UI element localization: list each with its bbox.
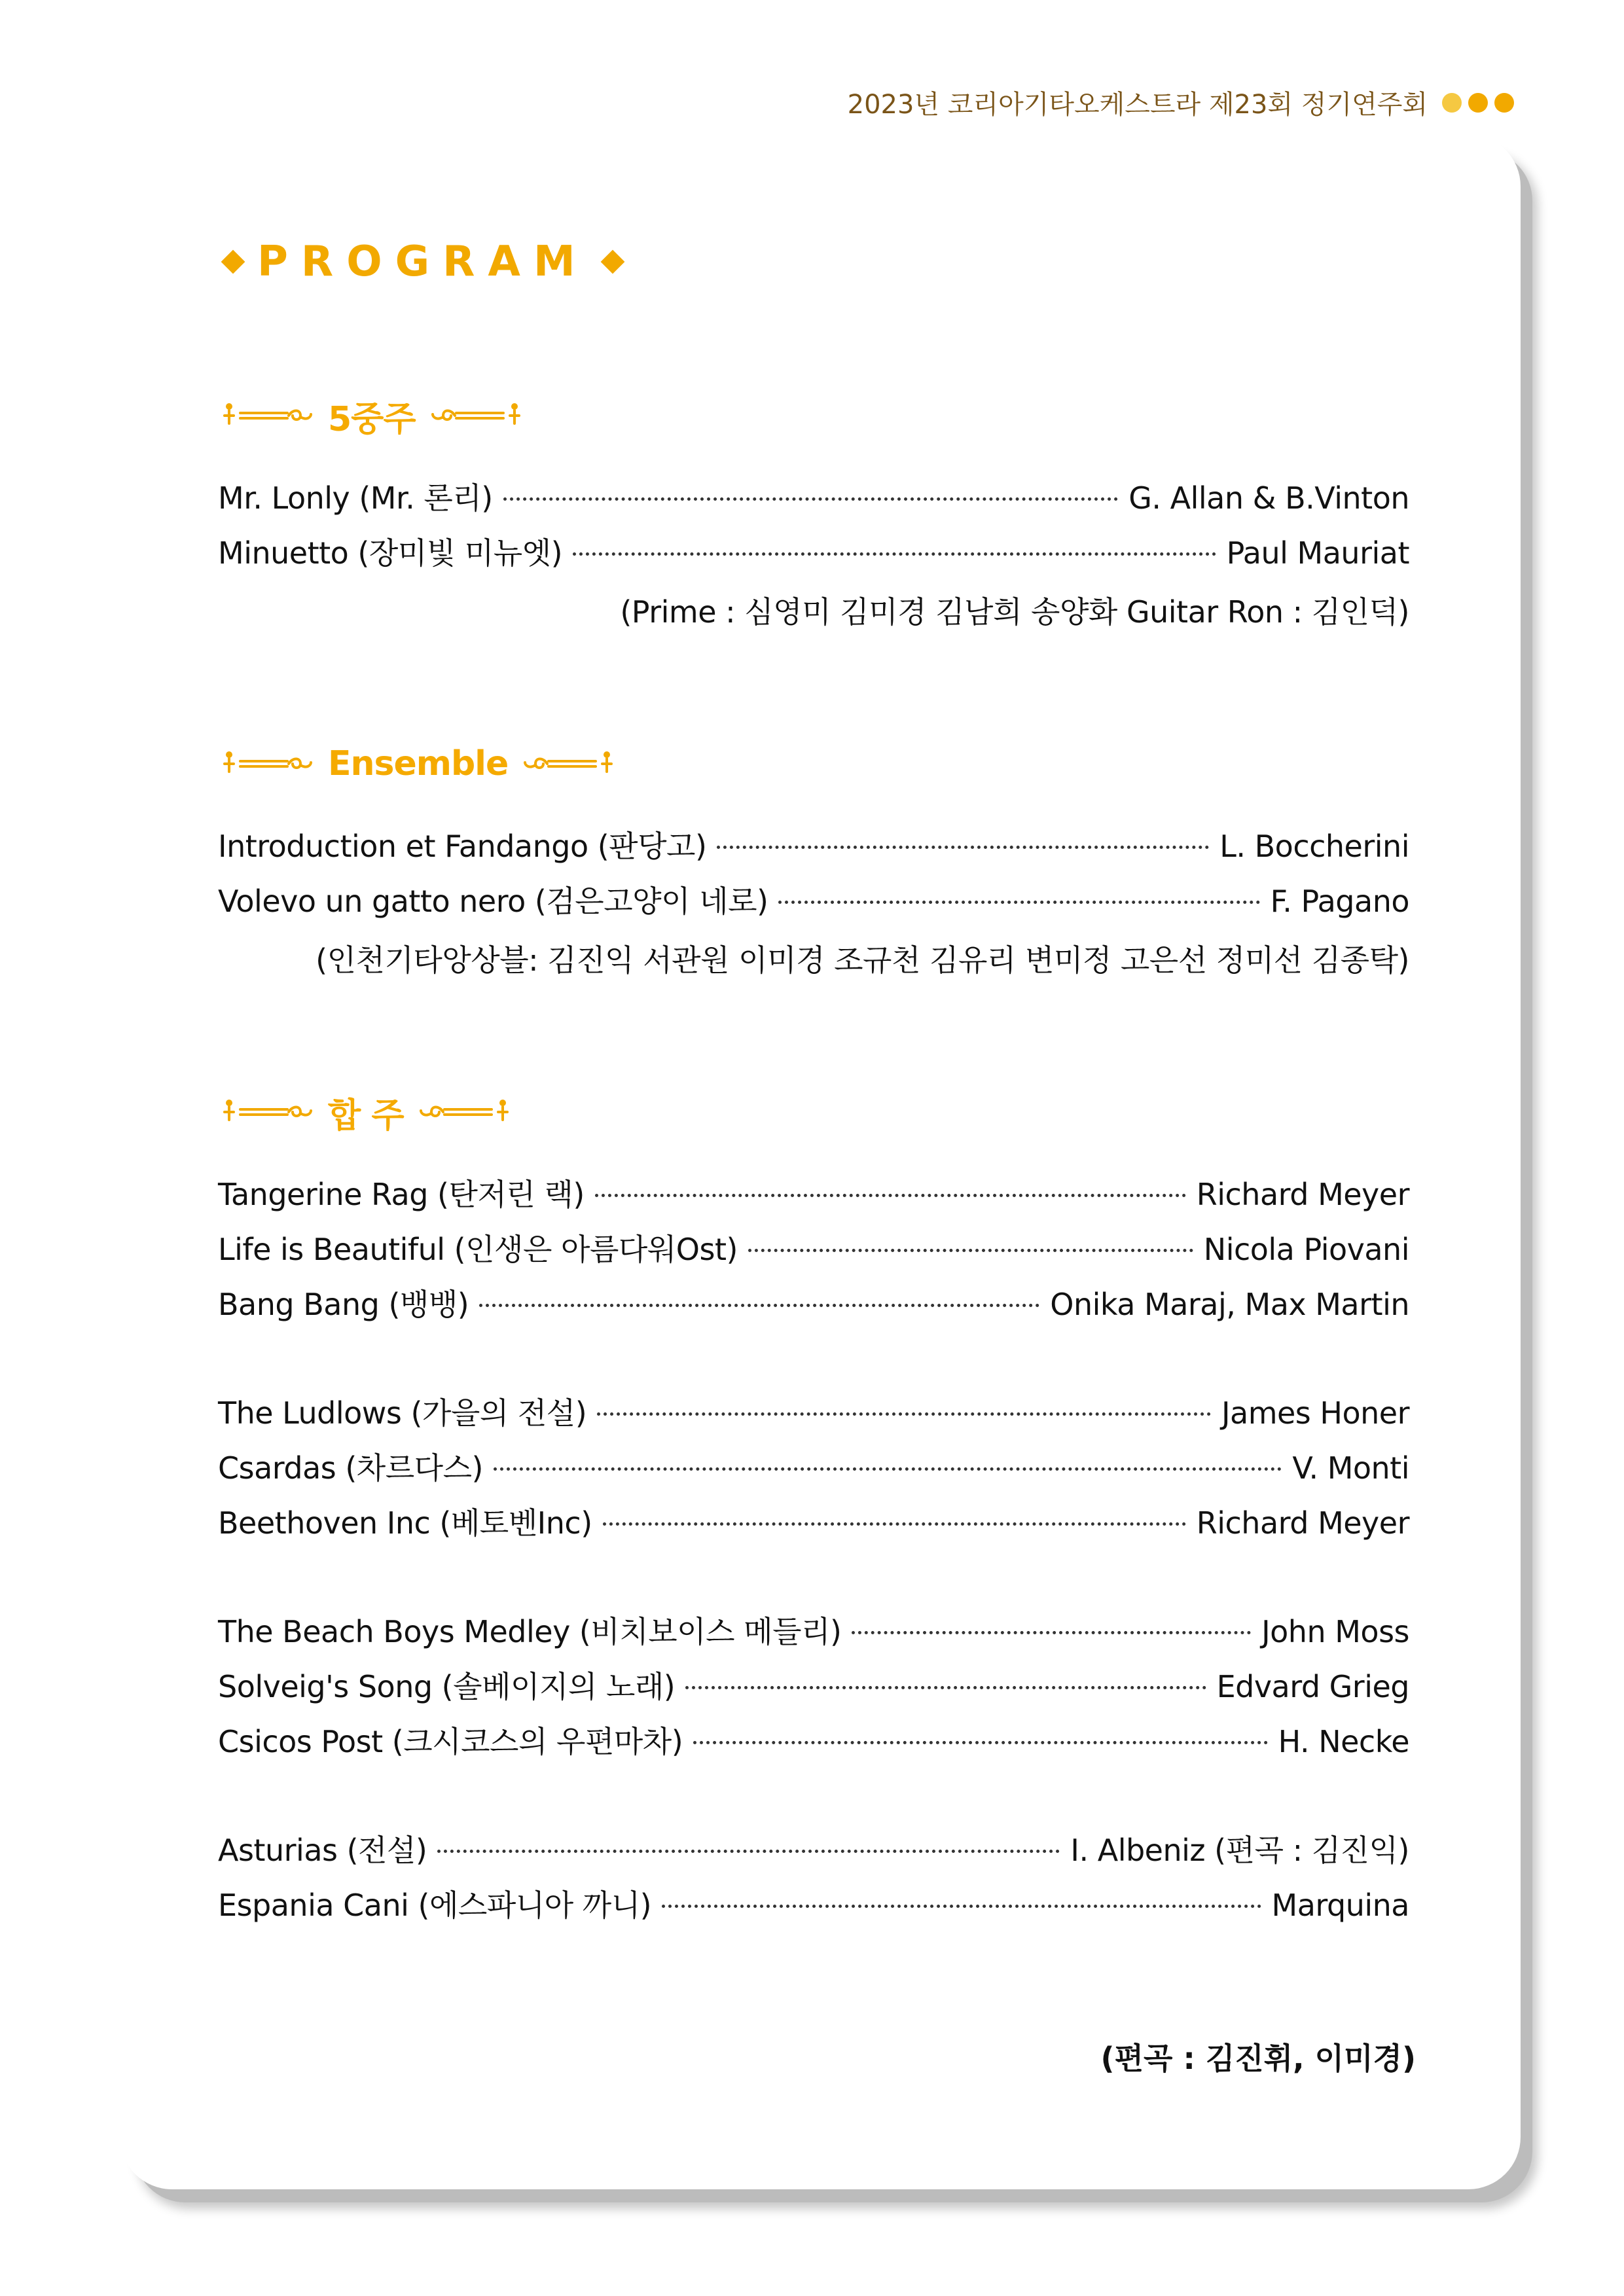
piece-title: Espania Cani (에스파니아 까니) [218, 1888, 652, 1923]
diamond-right-icon [600, 250, 624, 274]
piece-title: The Ludlows (가을의 전설) [218, 1395, 587, 1431]
ornament-left-icon [218, 745, 323, 782]
piece-title: Minuetto (장미빛 미뉴엣) [218, 535, 563, 571]
ornament-left-icon [218, 1094, 323, 1130]
program-item [218, 1499, 1409, 1554]
quintet-list [218, 475, 1409, 639]
dot-leader [603, 1522, 1186, 1526]
composer: Paul Mauriat [1226, 535, 1409, 571]
tutti-list [218, 1171, 1409, 1937]
dot-leader [503, 497, 1118, 501]
composer: Edvard Grieg [1216, 1669, 1409, 1704]
program-item [218, 878, 1409, 933]
piece-title: Asturias (전설) [218, 1833, 427, 1868]
dot-leader [494, 1467, 1282, 1471]
concert-title: 2023년 코리아기타오케스트라 제23회 정기연주회 [847, 90, 1428, 120]
program-card [120, 134, 1521, 2189]
piece-title: Csicos Post (크시코스의 우편마차) [218, 1724, 683, 1759]
dot-leader [595, 1194, 1186, 1197]
section-heading-ensemble [218, 738, 1409, 790]
composer: James Honer [1221, 1395, 1409, 1431]
piece-title: Csardas (차르다스) [218, 1450, 483, 1486]
program-item [218, 1663, 1409, 1718]
group-spacer [218, 1773, 1409, 1827]
program-item [218, 823, 1409, 878]
program-item [218, 1882, 1409, 1937]
composer: Onika Maraj, Max Martin [1050, 1287, 1409, 1322]
program-item [218, 1827, 1409, 1882]
piece-title: Mr. Lonly (Mr. 론리) [218, 480, 493, 516]
piece-title: Tangerine Rag (탄저린 랙) [218, 1177, 585, 1212]
dot-leader [693, 1741, 1267, 1744]
composer: G. Allan & B.Vinton [1128, 480, 1409, 516]
performers-note: (인천기타앙상블: 김진익 서관원 이미경 조규천 김유리 변미정 고은선 정미선 김종탁) [316, 942, 1409, 978]
diamond-left-icon [221, 250, 245, 274]
dot-leader [852, 1631, 1251, 1634]
composer: H. Necke [1278, 1724, 1409, 1759]
dot-leader [479, 1304, 1039, 1307]
dot-leader [748, 1249, 1193, 1252]
program-item [218, 1281, 1409, 1336]
performers-note: (Prime : 심영미 김미경 김남희 송양화 Guitar Ron : 김인덕) [620, 594, 1409, 630]
arrangement-credit: (편곡 : 김진휘, 이미경) [1100, 2041, 1416, 2076]
ornament-left-icon [218, 397, 323, 434]
composer: Marquina [1271, 1888, 1409, 1923]
program-title: PROGRAM [257, 238, 588, 286]
section-title-quintet: 5중주 [328, 399, 416, 439]
composer: John Moss [1261, 1614, 1409, 1649]
dot-1 [1442, 93, 1462, 113]
section-title-tutti: 합 주 [328, 1096, 404, 1136]
dot-leader [662, 1905, 1261, 1908]
ornament-right-icon [513, 745, 618, 782]
program-item [218, 1444, 1409, 1499]
composer: Richard Meyer [1196, 1505, 1409, 1541]
program-item [218, 1390, 1409, 1444]
dot-leader [778, 901, 1259, 904]
composer: Nicola Piovani [1203, 1232, 1409, 1267]
dot-leader [597, 1412, 1211, 1416]
dot-leader [685, 1686, 1206, 1689]
piece-title: Volevo un gatto nero (검은고양이 네로) [218, 884, 768, 919]
header-dots [1442, 93, 1514, 113]
composer: F. Pagano [1270, 884, 1409, 919]
program-item [218, 1608, 1409, 1663]
program-item [218, 475, 1409, 529]
group-spacer [218, 1554, 1409, 1608]
group-spacer [218, 1336, 1409, 1390]
program-item [218, 529, 1409, 584]
dot-leader [717, 846, 1209, 849]
program-heading [218, 226, 1409, 298]
dot-3 [1494, 93, 1514, 113]
program-item [218, 1226, 1409, 1281]
piece-title: Solveig's Song (솔베이지의 노래) [218, 1669, 676, 1704]
ornament-right-icon [421, 397, 526, 434]
program-item [218, 1171, 1409, 1226]
composer: I. Albeniz (편곡 : 김진익) [1070, 1833, 1409, 1868]
dot-2 [1468, 93, 1488, 113]
section-title-ensemble: Ensemble [328, 744, 509, 783]
piece-title: The Beach Boys Medley (비치보이스 메들리) [218, 1614, 842, 1649]
dot-leader [573, 552, 1216, 556]
piece-title: Bang Bang (뱅뱅) [218, 1287, 469, 1322]
program-item [218, 1718, 1409, 1773]
page-header [848, 84, 1514, 121]
ornament-right-icon [409, 1094, 514, 1130]
composer: L. Boccherini [1219, 829, 1409, 864]
dot-leader [437, 1850, 1060, 1853]
section-heading-tutti [218, 1086, 1409, 1138]
piece-title: Life is Beautiful (인생은 아름다워Ost) [218, 1232, 738, 1267]
section-heading-quintet [218, 389, 1409, 442]
ensemble-list [218, 823, 1409, 988]
piece-title: Introduction et Fandango (판당고) [218, 829, 707, 864]
composer: V. Monti [1292, 1450, 1409, 1486]
piece-title: Beethoven Inc (베토벤Inc) [218, 1505, 592, 1541]
composer: Richard Meyer [1196, 1177, 1409, 1212]
